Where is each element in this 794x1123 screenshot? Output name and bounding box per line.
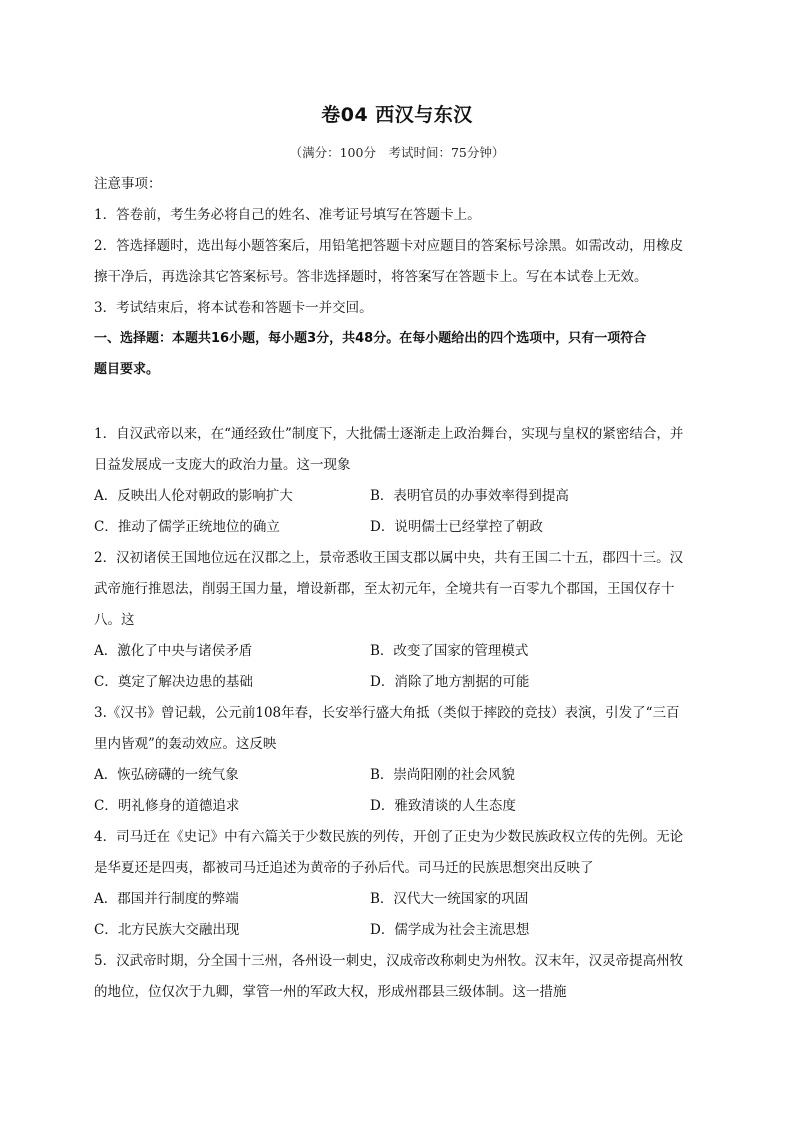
question-2-option-c[interactable]: C．奠定了解决边患的基础: [94, 674, 253, 690]
question-4-option-d[interactable]: D．儒学成为社会主流思想: [370, 922, 530, 938]
question-4-stem-cont: 是华夏还是四夷，都被司马迁追述为黄帝的子孙后代。司马迁的民族思想突出反映了: [94, 860, 594, 876]
notice-item-3: 3．考试结束后，将本试卷和答题卡一并交回。: [94, 300, 373, 316]
notice-item-2: 2．答选择题时，选出每小题答案后，用铅笔把答题卡对应题目的答案标号涂黑。如需改动，用橡皮: [94, 238, 684, 254]
question-2-stem-cont: 武帝施行推恩法，削弱王国力量，增设新郡，至太初元年，全境共有一百零九个郡国，王国仅存十: [94, 581, 675, 597]
question-3-stem-cont: 里内皆观”的轰动效应。这反映: [94, 736, 277, 752]
question-3-option-d[interactable]: D．雅致清谈的人生态度: [370, 798, 516, 814]
section-heading: 一、选择题：本题共16小题，每小题3分，共48分。在每小题给出的四个选项中，只有一项符合: [94, 331, 647, 346]
question-4-stem: 4．司马迁在《史记》中有六篇关于少数民族的列传，开创了正史为少数民族政权立传的先例。无论: [94, 829, 684, 845]
question-2-stem-end: 八。这: [94, 612, 135, 628]
question-3-option-a[interactable]: A．恢弘磅礴的一统气象: [94, 767, 239, 783]
question-2-option-d[interactable]: D．消除了地方割据的可能: [370, 674, 530, 690]
question-1-option-a[interactable]: A．反映出人伦对朝政的影响扩大: [94, 488, 293, 504]
section-heading-cont: 题目要求。: [94, 362, 160, 377]
exam-info: （满分：100分 考试时间：75分钟）: [289, 145, 505, 160]
page-title: 卷04 西汉与东汉: [321, 104, 473, 126]
notice-item-1: 1．答卷前，考生务必将自己的姓名、准考证号填写在答题卡上。: [94, 207, 481, 223]
question-1-option-d[interactable]: D．说明儒士已经掌控了朝政: [370, 519, 543, 535]
notice-heading: 注意事项：: [94, 176, 162, 192]
question-4-option-a[interactable]: A．郡国并行制度的弊端: [94, 891, 239, 907]
question-3-option-c[interactable]: C．明礼修身的道德追求: [94, 798, 240, 814]
question-3-stem: 3.《汉书》曾记载，公元前108年春，长安举行盛大角抵（类似于摔跤的竞技）表演，引发了“三百: [94, 705, 680, 721]
question-1-stem-cont: 日益发展成一支庞大的政治力量。这一现象: [94, 457, 351, 473]
question-4-option-b[interactable]: B．汉代大一统国家的巩固: [370, 891, 529, 907]
question-2-stem: 2．汉初诸侯王国地位远在汉郡之上，景帝悉收王国支郡以属中央，共有王国二十五，郡四十三。汉: [94, 550, 684, 566]
question-1-option-c[interactable]: C．推动了儒学正统地位的确立: [94, 519, 280, 535]
question-5-stem: 5．汉武帝时期，分全国十三州，各州设一刺史，汉成帝改称刺史为州牧。汉末年，汉灵帝提高州牧: [94, 953, 684, 969]
question-4-option-c[interactable]: C．北方民族大交融出现: [94, 922, 240, 938]
question-1-stem: 1．自汉武帝以来，在“通经致仕”制度下，大批儒士逐渐走上政治舞台，实现与皇权的紧密结合，并: [94, 426, 684, 442]
question-2-option-b[interactable]: B．改变了国家的管理模式: [370, 643, 529, 659]
question-5-stem-cont: 的地位，位仅次于九卿，掌管一州的军政大权，形成州郡县三级体制。这一措施: [94, 984, 567, 1000]
notice-item-2-cont: 擦干净后，再选涂其它答案标号。答非选择题时，将答案写在答题卡上。写在本试卷上无效。: [94, 269, 648, 285]
question-3-option-b[interactable]: B．崇尚阳刚的社会风貌: [370, 767, 515, 783]
question-1-option-b[interactable]: B．表明官员的办事效率得到提高: [370, 488, 569, 504]
question-2-option-a[interactable]: A．激化了中央与诸侯矛盾: [94, 643, 253, 659]
